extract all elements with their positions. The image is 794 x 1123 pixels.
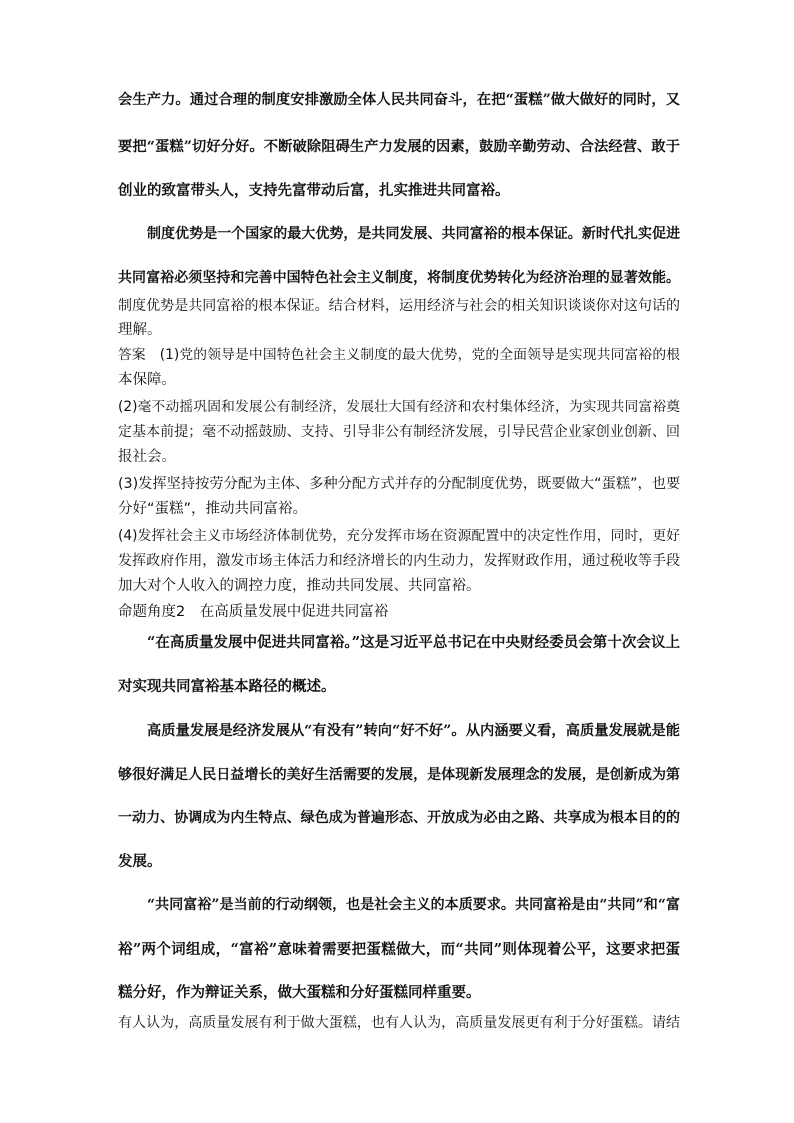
material-paragraph-2-line-2: 共同富裕必须坚持和完善中国特色社会主义制度，将制度优势转化为经济治理的显著效能。 (118, 270, 680, 286)
material-paragraph-5-line-1: “共同富裕”是当前的行动纲领，也是社会主义的本质要求。共同富裕是由“共同”和“富 (147, 897, 680, 913)
material-paragraph-3-line-1: “在高质量发展中促进共同富裕。”这是习近平总书记在中央财经委员会第十次会议上 (147, 634, 680, 651)
material-paragraph-1-line-1: 会生产力。通过合理的制度安排激励全体人民共同奋斗，在把“蛋糕”做大做好的同时，又 (118, 92, 680, 108)
answer-point-2-line-2: 定基本前提；毫不动摇鼓励、支持、引导非公有制经济发展，引导民营企业家创业创新、回 (118, 424, 680, 440)
answer-point-4-line-2: 发挥政府作用，激发市场主体活力和经济增长的内生动力，发挥财政作用，通过税收等手段 (118, 553, 680, 569)
answer-point-3-line-1: (3)发挥坚持按劳分配为主体、多种分配方式并存的分配制度优势，既要做大“蛋糕”，也要 (118, 476, 680, 492)
answer-point-2-line-1: (2)毫不动摇巩固和发展公有制经济，发展壮大国有经济和农村集体经济，为实现共同富裕奠 (118, 399, 680, 415)
question-1-line-2: 理解。 (118, 322, 162, 338)
material-paragraph-3-line-2: 对实现共同富裕基本路径的概述。 (118, 678, 336, 695)
material-paragraph-5-line-3: 糕分好，作为辩证关系，做大蛋糕和分好蛋糕同样重要。 (118, 984, 481, 1001)
answer-point-1-line-2: 本保障。 (118, 372, 176, 388)
question-1-line-1: 制度优势是共同富裕的根本保证。结合材料，运用经济与社会的相关知识谈谈你对这句话的 (118, 298, 680, 314)
material-paragraph-4-line-4: 发展。 (118, 853, 162, 870)
question-2-line-1: 有人认为，高质量发展有利于做大蛋糕，也有人认为，高质量发展更有利于分好蛋糕。请结 (118, 1015, 680, 1031)
material-paragraph-5-line-2: 裕”两个词组成，“富裕”意味着需要把蛋糕做大，而“共同”则体现着公平，这要求把蛋 (118, 941, 680, 958)
material-paragraph-1-line-2: 要把“蛋糕”切好分好。不断破除阻碍生产力发展的因素，鼓励辛勤劳动、合法经营、敢于 (118, 139, 680, 155)
material-paragraph-4-line-3: 一动力、协调成为内生特点、绿色成为普遍形态、开放成为必由之路、共享成为根本目的的 (118, 810, 680, 826)
answer-point-1-line-1: 答案 (1)党的领导是中国特色社会主义制度的最大优势，党的全面领导是实现共同富裕的根 (118, 347, 680, 363)
material-paragraph-4-line-2: 够很好满足人民日益增长的美好生活需要的发展，是体现新发展理念的发展，是创新成为第 (118, 767, 680, 783)
answer-point-3-line-2: 分好“蛋糕”，推动共同富裕。 (118, 501, 308, 517)
material-paragraph-1-line-3: 创业的致富带头人，支持先富带动后富，扎实推进共同富裕。 (118, 182, 510, 199)
material-paragraph-2-line-1: 制度优势是一个国家的最大优势，是共同发展、共同富裕的根本保证。新时代扎实促进 (147, 226, 680, 242)
section-heading-angle-2: 命题角度2 在高质量发展中促进共同富裕 (118, 604, 389, 620)
answer-point-4-line-1: (4)发挥社会主义市场经济体制优势，充分发挥市场在资源配置中的决定性作用，同时，更好 (118, 528, 680, 544)
answer-point-2-line-3: 报社会。 (118, 449, 176, 465)
material-paragraph-4-line-1: 高质量发展是经济发展从“有没有”转向“好不好”。从内涵要义看，高质量发展就是能 (147, 723, 680, 739)
answer-point-4-line-3: 加大对个人收入的调控力度，推动共同发展、共同富裕。 (118, 578, 481, 594)
